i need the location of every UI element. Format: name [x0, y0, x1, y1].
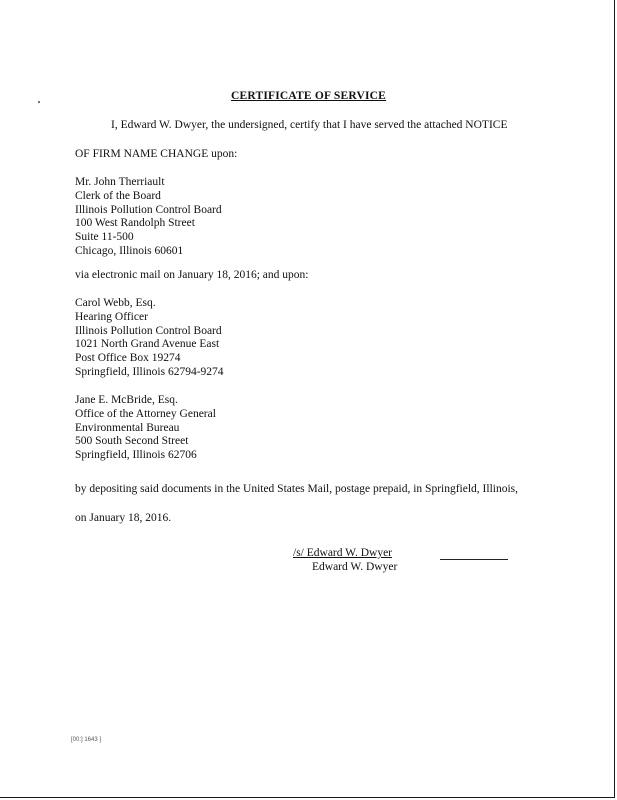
recipient-po-box: Post Office Box 19274	[75, 352, 181, 365]
recipient-title: Clerk of the Board	[75, 189, 161, 202]
recipient-city: Chicago, Illinois 60601	[75, 244, 184, 257]
recipient-city: Springfield, Illinois 62794-9274	[75, 365, 224, 378]
recipient-office: Office of the Attorney General	[75, 407, 216, 420]
recipient-street: 1021 North Grand Avenue East	[75, 338, 220, 351]
recipient-suite: Suite 11-500	[75, 231, 134, 244]
recipient-organization: Illinois Pollution Control Board	[75, 203, 222, 216]
page-edge-right	[614, 0, 615, 798]
certification-statement-line-1: I, Edward W. Dwyer, the undersigned, certify that I have served the attached NOTICE	[111, 119, 508, 131]
signer-printed-name: Edward W. Dwyer	[312, 561, 398, 573]
recipient-bureau: Environmental Bureau	[75, 421, 180, 434]
recipient-name: Carol Webb, Esq.	[75, 297, 156, 309]
recipient-name: Mr. John Therriault	[75, 176, 165, 188]
recipient-address-block-1	[75, 176, 222, 259]
recipient-city: Springfield, Illinois 62706	[75, 449, 197, 462]
electronic-signature: /s/ Edward W. Dwyer	[293, 547, 393, 559]
service-method-mail: by depositing said documents in the United States Mail, postage prepaid, in Springfield, Illinois,	[75, 483, 519, 495]
recipient-street: 500 South Second Street	[75, 435, 189, 448]
signature-line	[440, 559, 508, 560]
service-method-email: via electronic mail on January 18, 2016; and upon:	[75, 269, 309, 281]
certification-statement-line-2: OF FIRM NAME CHANGE upon:	[75, 148, 238, 160]
document-title: CERTIFICATE OF SERVICE	[230, 90, 387, 102]
recipient-name: Jane E. McBride, Esq.	[75, 394, 178, 406]
document-footer-code: [00:] 1643 ]	[71, 737, 102, 743]
recipient-address-block-2	[75, 297, 224, 380]
recipient-organization: Illinois Pollution Control Board	[75, 324, 222, 337]
recipient-street: 100 West Randolph Street	[75, 217, 195, 230]
page-edge-bottom	[0, 797, 615, 798]
service-date: on January 18, 2016.	[75, 512, 172, 524]
recipient-title: Hearing Officer	[75, 310, 148, 323]
recipient-address-block-3	[75, 394, 216, 463]
